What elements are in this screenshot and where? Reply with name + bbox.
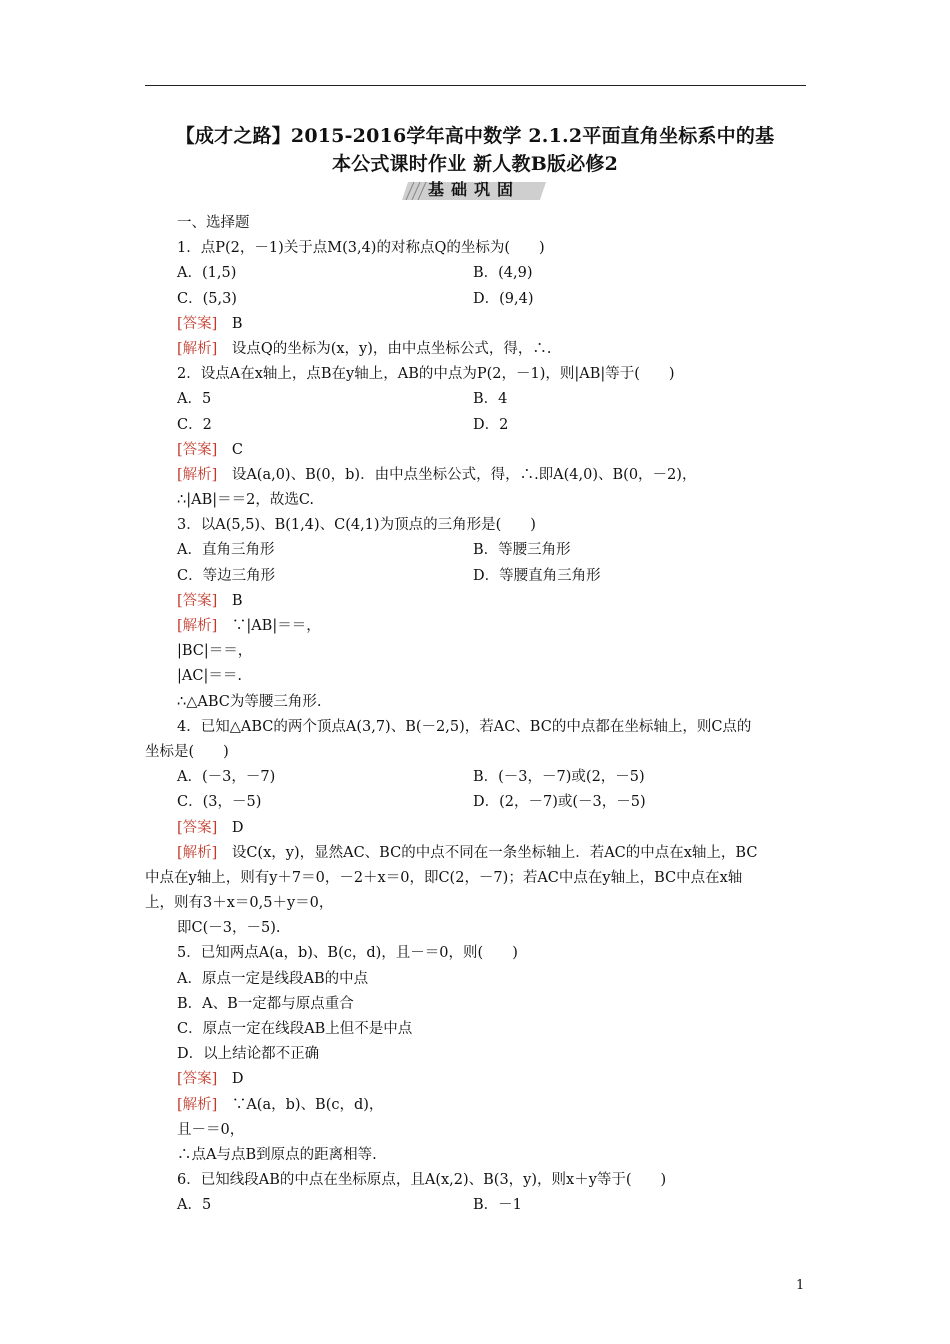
option-row xyxy=(145,564,815,589)
answer-line xyxy=(145,816,815,841)
option-left: A．(1,5) xyxy=(177,265,237,282)
answer-tag: [答案] xyxy=(177,1071,218,1088)
answer-tag: [答案] xyxy=(177,315,218,332)
text-line: 2．设点A在x轴上，点B在y轴上，AB的中点为P(2，－1)，则|AB|等于( ) xyxy=(177,366,675,383)
option-right: D．等腰直角三角形 xyxy=(473,567,601,584)
answer-line xyxy=(145,438,815,463)
line-text: B xyxy=(217,592,243,609)
line-text: ∵A(a，b)、B(c，d)， xyxy=(217,1096,384,1113)
title-line-2: 本公式课时作业 新人教B版必修2 xyxy=(331,153,619,175)
option-row xyxy=(145,765,815,790)
answer-tag: [答案] xyxy=(177,592,218,609)
text-line: 坐标是( ) xyxy=(145,743,229,760)
document-title xyxy=(140,122,810,178)
option-left: A．直角三角形 xyxy=(177,542,275,559)
text-line: B．A、B一定都与原点重合 xyxy=(177,995,354,1012)
text-line: C．原点一定在线段AB上但不是中点 xyxy=(177,1021,413,1037)
answer-tag: [答案] xyxy=(177,441,218,458)
line-text: D xyxy=(217,819,244,836)
option-row xyxy=(145,1193,815,1218)
header-rule xyxy=(145,85,806,86)
line-text: 设点Q的坐标为(x，y)，由中点坐标公式，得，∴. xyxy=(217,340,552,357)
option-row xyxy=(145,387,815,412)
text-line: 即C(－3，－5). xyxy=(177,920,281,937)
answer-line xyxy=(145,312,815,337)
analysis-line xyxy=(145,463,815,488)
option-left: C．2 xyxy=(177,416,212,433)
option-row xyxy=(145,790,815,815)
text-line: 4．已知△ABC的两个顶点A(3,7)、B(－2,5)，若AC、BC的中点都在坐标轴上，则C点的 xyxy=(177,718,752,735)
text-line: 且－＝0， xyxy=(177,1121,245,1138)
option-left: C．等边三角形 xyxy=(177,567,276,584)
option-right: B．(4,9) xyxy=(473,265,533,282)
option-right: B．－1 xyxy=(473,1197,522,1214)
text-line: 上，则有3＋x＝0,5＋y＝0， xyxy=(145,895,334,912)
answer-tag: [答案] xyxy=(177,819,218,836)
line-text: B xyxy=(217,315,243,332)
option-right: B．等腰三角形 xyxy=(473,542,571,559)
option-row xyxy=(145,413,815,438)
text-line: 一、选择题 xyxy=(177,215,250,231)
analysis-line xyxy=(145,614,815,639)
text-line: ∴△ABC为等腰三角形. xyxy=(177,693,322,710)
analysis-tag: [解析] xyxy=(177,466,218,483)
text-line: |AC|＝＝. xyxy=(177,668,242,685)
line-text: D xyxy=(217,1071,244,1088)
title-line-1: 【成才之路】2015-2016学年高中数学 2.1.2平面直角坐标系中的基 xyxy=(175,125,775,147)
option-right: D．2 xyxy=(473,416,509,433)
text-line: D．以上结论都不正确 xyxy=(177,1046,320,1063)
text-line: 5．已知两点A(a，b)、B(c，d)，且－＝0，则( ) xyxy=(177,945,518,962)
option-right: D．(9,4) xyxy=(473,290,534,307)
text-line: ∴|AB|＝＝2，故选C. xyxy=(177,492,315,509)
option-row xyxy=(145,538,815,563)
page-number: 1 xyxy=(796,1278,805,1293)
text-line: 1．点P(2，－1)关于点M(3,4)的对称点Q的坐标为( ) xyxy=(177,240,545,257)
line-text: 设C(x，y)，显然AC、BC的中点不同在一条坐标轴上．若AC的中点在x轴上，BC xyxy=(217,844,758,861)
answer-line xyxy=(145,1067,815,1092)
text-line: |BC|＝＝， xyxy=(177,643,253,660)
analysis-tag: [解析] xyxy=(177,844,218,861)
option-row xyxy=(145,261,815,286)
text-line: A．原点一定是线段AB的中点 xyxy=(177,970,369,987)
option-left: A．5 xyxy=(177,1197,212,1214)
line-text: 设A(a,0)、B(0，b)．由中点坐标公式，得，∴.即A(4,0)、B(0，－2)， xyxy=(217,466,697,483)
option-left: A．(－3，－7) xyxy=(177,769,276,786)
section-banner: 基础巩固 xyxy=(427,180,520,199)
text-line: ∴点A与点B到原点的距离相等. xyxy=(177,1146,377,1163)
analysis-tag: [解析] xyxy=(177,1096,218,1113)
option-row xyxy=(145,287,815,312)
option-right: D．(2，－7)或(－3，－5) xyxy=(473,794,646,811)
option-left: C．(3，－5) xyxy=(177,794,262,811)
analysis-tag: [解析] xyxy=(177,340,218,357)
option-right: B．(－3，－7)或(2，－5) xyxy=(473,769,645,786)
analysis-line xyxy=(145,841,815,866)
analysis-tag: [解析] xyxy=(177,618,218,634)
line-text: ∵|AB|＝＝， xyxy=(217,618,321,634)
option-left: A．5 xyxy=(177,391,212,408)
text-line: 6．已知线段AB的中点在坐标原点，且A(x,2)、B(3，y)，则x＋y等于( ) xyxy=(177,1172,667,1189)
line-text: C xyxy=(217,441,243,458)
text-line: 中点在y轴上，则有y＋7＝0，－2＋x＝0，即C(2，－7)；若AC中点在y轴上，BC中点在x轴 xyxy=(145,869,743,886)
analysis-line xyxy=(145,337,815,362)
option-left: C．(5,3) xyxy=(177,290,237,307)
text-line: 3．以A(5,5)、B(1,4)、C(4,1)为顶点的三角形是( ) xyxy=(177,517,536,534)
option-right: B．4 xyxy=(473,391,508,408)
answer-line xyxy=(145,589,815,614)
analysis-line xyxy=(145,1093,815,1118)
question-content xyxy=(145,211,815,1219)
